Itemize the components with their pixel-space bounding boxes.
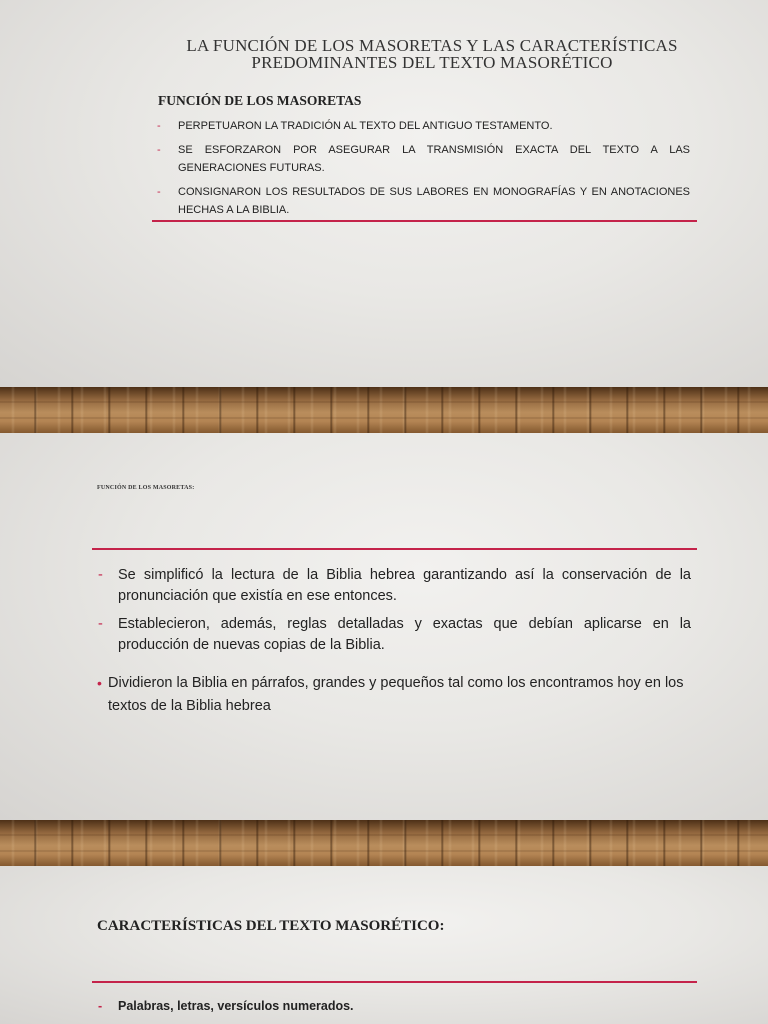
slide-3-divider	[92, 981, 697, 983]
slide-3	[0, 866, 768, 1024]
bullet-text: SE ESFORZARON POR ASEGURAR LA TRANSMISIÓN EXACTA DEL TEXTO A LAS GENERACIONES FUTURAS.	[178, 144, 690, 174]
bullet-text: Establecieron, además, reglas detalladas y exactas que debían aplicarse en la producción de nuevas copias de la Biblia.	[118, 616, 691, 653]
bullet-text: Palabras, letras, versículos numerados.	[118, 999, 354, 1013]
slide-3-bullet-1	[98, 997, 691, 1015]
bullet-text: Se simplificó la lectura de la Biblia hebrea garantizando así la conservación de la pronunciación que existía en ese entonces.	[118, 567, 691, 604]
dash-marker: -	[98, 616, 103, 632]
slide-1-bullet-3	[157, 183, 690, 219]
bullet-text: CONSIGNARON LOS RESULTADOS DE SUS LABORES EN MONOGRAFÍAS Y EN ANOTACIONES HECHAS A LA BIBLIA.	[178, 186, 690, 216]
dash-marker: -	[98, 567, 103, 583]
wood-floor-2	[0, 820, 768, 866]
slide-2-heading: FUNCIÓN DE LOS MASORETAS:	[97, 485, 195, 491]
slide-1-bullet-1	[157, 117, 690, 135]
title-line-2: PREDOMINANTES DEL TEXTO MASORÉTICO	[251, 53, 613, 72]
slide-3-heading: CARACTERÍSTICAS DEL TEXTO MASORÉTICO:	[97, 918, 445, 934]
slide-1-title	[150, 37, 714, 71]
slide-2-dot-bullet	[97, 672, 691, 718]
dash-marker: -	[157, 144, 161, 156]
dash-marker: -	[157, 186, 161, 198]
slide-1-bullet-2	[157, 141, 690, 177]
title-line-1: LA FUNCIÓN DE LOS MASORETAS Y LAS CARACTERÍSTICAS	[186, 36, 678, 55]
wood-floor-1	[0, 387, 768, 433]
bullet-text: PERPETUARON LA TRADICIÓN AL TEXTO DEL ANTIGUO TESTAMENTO.	[178, 120, 553, 132]
slide-1-heading: FUNCIÓN DE LOS MASORETAS	[158, 93, 362, 108]
slide-2-bullet-1	[98, 565, 691, 607]
bullet-text: Dividieron la Biblia en párrafos, grandes y pequeños tal como los encontramos hoy en los textos de la Biblia hebrea	[108, 675, 684, 714]
slide-2-divider	[92, 548, 697, 550]
dash-marker: -	[98, 999, 103, 1013]
slide-1-divider	[152, 220, 697, 222]
slide-2-bullet-2	[98, 614, 691, 656]
bullet-dot: •	[97, 675, 102, 691]
dash-marker: -	[157, 120, 161, 132]
slide-2	[0, 433, 768, 820]
slide-1	[0, 0, 768, 387]
